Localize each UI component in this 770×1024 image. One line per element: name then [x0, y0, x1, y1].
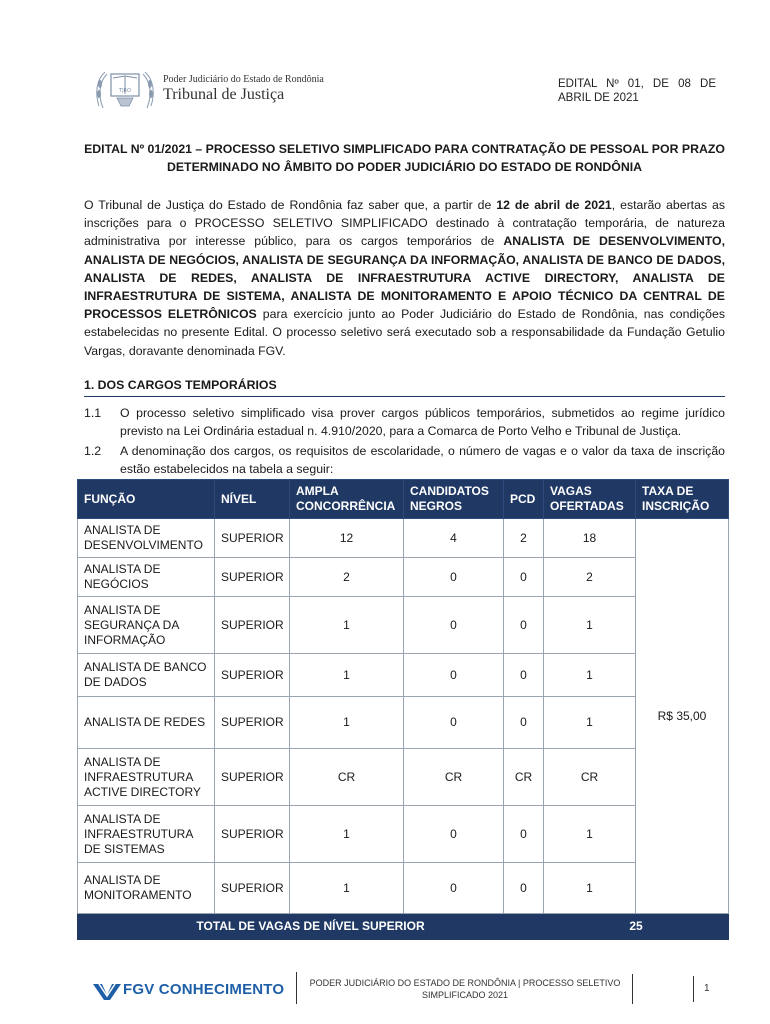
- fgv-brand-text: FGV CONHECIMENTO: [123, 981, 285, 998]
- cell-negros: 0: [404, 806, 504, 863]
- total-value: 25: [544, 914, 729, 940]
- total-label: TOTAL DE VAGAS DE NÍVEL SUPERIOR: [78, 914, 544, 940]
- header-nivel: NÍVEL: [215, 480, 290, 519]
- table-row: [78, 558, 729, 597]
- cell-negros: 0: [404, 863, 504, 914]
- intro-positions: ANALISTA DE DESENVOLVIMENTO, ANALISTA DE NEGÓCIOS, ANALISTA DE SEGURANÇA DA INFORMAÇÃO, ANALISTA DE BANCO DE DADOS, ANALISTA DE REDES, ANALISTA DE INFRAESTRUTURA ACTIVE DIRECTORY, ANALISTA DE INFRAESTRUTURA DE SISTEMA, ANALISTA DE MONITORAMENTO E APOIO TÉCNICO DA CENTRAL DE PROCESSOS ELETRÔNICOS: [84, 234, 725, 322]
- cell-ampla: 1: [290, 863, 404, 914]
- cell-vagas: 1: [544, 806, 636, 863]
- cell-vagas: 2: [544, 558, 636, 597]
- cell-pcd: 0: [504, 654, 544, 697]
- header-funcao: FUNÇÃO: [78, 480, 215, 519]
- cell-vagas: CR: [544, 749, 636, 806]
- footer-text: PODER JUDICIÁRIO DO ESTADO DE RONDÔNIA | PROCESSO SELETIVO SIMPLIFICADO 2021: [309, 978, 621, 1000]
- tj-ro-logo: [93, 64, 343, 114]
- cell-funcao: ANALISTA DE MONITORAMENTO: [78, 863, 215, 914]
- header-taxa: TAXA DE INSCRIÇÃO: [636, 480, 729, 519]
- cell-funcao: ANALISTA DE REDES: [78, 697, 215, 749]
- cell-funcao: ANALISTA DE SEGURANÇA DA INFORMAÇÃO: [78, 597, 215, 654]
- fgv-logo: [93, 979, 293, 1001]
- cell-nivel: SUPERIOR: [215, 806, 290, 863]
- footer-divider: [296, 972, 297, 1004]
- clause-text: A denominação dos cargos, os requisitos de escolaridade, o número de vagas e o valor da taxa de inscrição estão estabelecidos na tabela a seguir:: [120, 444, 725, 476]
- cell-ampla: 1: [290, 654, 404, 697]
- header-pcd: PCD: [504, 480, 544, 519]
- clause-number: 1.2: [84, 444, 102, 458]
- cell-nivel: SUPERIOR: [215, 863, 290, 914]
- document-title: EDITAL Nº 01/2021 – PROCESSO SELETIVO SIMPLIFICADO PARA CONTRATAÇÃO DE PESSOAL POR PRAZO DETERMINADO NO ÂMBITO DO PODER JUDICIÁRIO DO ESTADO DE RONDÔNIA: [84, 142, 725, 174]
- cell-nivel: SUPERIOR: [215, 654, 290, 697]
- footer-divider: [693, 976, 694, 1002]
- table-row: [78, 749, 729, 806]
- cell-ampla: 2: [290, 558, 404, 597]
- cell-vagas: 1: [544, 863, 636, 914]
- intro-date: 12 de abril de 2021: [496, 198, 612, 212]
- table-row: [78, 597, 729, 654]
- cell-negros: 0: [404, 558, 504, 597]
- vacancies-table: [77, 479, 729, 940]
- fgv-chevron-icon: [93, 981, 121, 1001]
- cell-vagas: 18: [544, 519, 636, 558]
- cell-pcd: 0: [504, 597, 544, 654]
- cell-negros: 4: [404, 519, 504, 558]
- footer-divider: [632, 974, 633, 1004]
- cell-fee: R$ 35,00: [636, 519, 729, 914]
- cell-pcd: 0: [504, 863, 544, 914]
- intro-text-1: O Tribunal de Justiça do Estado de Rondônia faz saber que, a partir de: [84, 198, 497, 212]
- cell-vagas: 1: [544, 697, 636, 749]
- cell-nivel: SUPERIOR: [215, 597, 290, 654]
- cell-nivel: SUPERIOR: [215, 519, 290, 558]
- cell-pcd: CR: [504, 749, 544, 806]
- cell-funcao: ANALISTA DE BANCO DE DADOS: [78, 654, 215, 697]
- edital-reference: EDITAL Nº 01, DE 08 DE ABRIL DE 2021: [558, 78, 716, 104]
- table-row: [78, 806, 729, 863]
- clause-text: O processo seletivo simplificado visa prover cargos públicos temporários, submetidos ao regime jurídico previsto na Lei Ordinária estadual n. 4.910/2020, para a Comarca de Porto Velho e Tribunal de Justiça.: [120, 406, 725, 438]
- table-total-row: [78, 914, 729, 940]
- header-ampla: AMPLA CONCORRÊNCIA: [290, 480, 404, 519]
- cell-ampla: 1: [290, 597, 404, 654]
- cell-negros: CR: [404, 749, 504, 806]
- cell-ampla: 1: [290, 806, 404, 863]
- cell-nivel: SUPERIOR: [215, 749, 290, 806]
- intro-text-3: para exercício junto ao Poder Judiciário do Estado de Rondônia, nas condições estabelecidas no presente Edital. O processo seletivo será executado sob a responsabilidade da Fundação Getulio Vargas, doravante denominada FGV.: [84, 307, 725, 358]
- table-header-row: [78, 480, 729, 519]
- cell-pcd: 0: [504, 558, 544, 597]
- cell-negros: 0: [404, 654, 504, 697]
- cell-ampla: 1: [290, 697, 404, 749]
- clause-number: 1.1: [84, 406, 102, 420]
- cell-vagas: 1: [544, 597, 636, 654]
- table-row: [78, 519, 729, 558]
- svg-text:TJRO: TJRO: [119, 88, 131, 94]
- section-title: 1. DOS CARGOS TEMPORÁRIOS: [84, 378, 277, 392]
- cell-negros: 0: [404, 697, 504, 749]
- cell-pcd: 0: [504, 697, 544, 749]
- cell-ampla: 12: [290, 519, 404, 558]
- intro-text-2: , estarão abertas as inscrições para o PROCESSO SELETIVO SIMPLIFICADO destinado à contratação temporária, de natureza administrativa por interesse público, para os cargos temporários de: [84, 198, 725, 249]
- cell-funcao: ANALISTA DE DESENVOLVIMENTO: [78, 519, 215, 558]
- cell-funcao: ANALISTA DE NEGÓCIOS: [78, 558, 215, 597]
- table-row: [78, 697, 729, 749]
- logo-court-name: Tribunal de Justiça: [163, 86, 285, 103]
- cell-pcd: 2: [504, 519, 544, 558]
- section-divider: [84, 396, 725, 397]
- cell-funcao: ANALISTA DE INFRAESTRUTURA DE SISTEMAS: [78, 806, 215, 863]
- cell-nivel: SUPERIOR: [215, 558, 290, 597]
- cell-vagas: 1: [544, 654, 636, 697]
- header-negros: CANDIDATOS NEGROS: [404, 480, 504, 519]
- cell-pcd: 0: [504, 806, 544, 863]
- cell-ampla: CR: [290, 749, 404, 806]
- logo-institution: Poder Judiciário do Estado de Rondônia: [163, 74, 324, 85]
- table-row: [78, 863, 729, 914]
- cell-negros: 0: [404, 597, 504, 654]
- intro-paragraph: [84, 196, 725, 360]
- tj-ro-emblem-icon: [93, 64, 157, 114]
- table-row: [78, 654, 729, 697]
- page-number: 1: [704, 983, 710, 994]
- cell-nivel: SUPERIOR: [215, 697, 290, 749]
- header-vagas: VAGAS OFERTADAS: [544, 480, 636, 519]
- cell-funcao: ANALISTA DE INFRAESTRUTURA ACTIVE DIRECTORY: [78, 749, 215, 806]
